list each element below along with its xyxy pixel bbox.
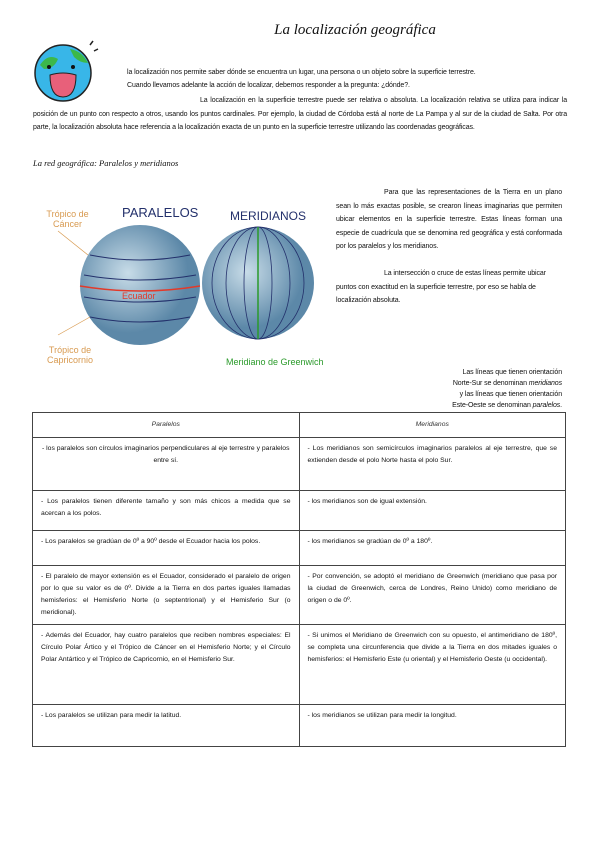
cell: - Los paralelos se utilizan para medir la latitud. — [33, 705, 300, 747]
globes-figure — [30, 185, 330, 375]
side-paragraph-1: Para que las representaciones de la Tierra en un plano sean lo más exactas posible, se crearon líneas imaginarias que permiten ubicar elementos en la superficie terrestre. Estas líneas forman una especie de cuadrícula que se denomina red geográfica y está conformada por los paralelos y los meridianos. — [336, 189, 562, 250]
cell: - El paralelo de mayor extensión es el Ecuador, considerado el paralelo de origen por lo que su valor es de 0º. Divide a la Tierra en dos partes iguales llamadas hemisferios: el Hemisferio Norte (o septentrional) y el Hemisferio Sur (o meridional). — [33, 566, 300, 625]
cell: - Los meridianos son semicírculos imaginarios paralelos al eje terrestre, que se extienden desde el polo Norte hasta el polo Sur. — [299, 438, 566, 491]
orientation-note — [452, 367, 562, 411]
orient-line-d: Este-Oeste se denominan — [452, 402, 531, 409]
paralelos-label: PARALELOS — [122, 205, 199, 220]
cell: - los meridianos son de igual extensión. — [299, 491, 566, 531]
orient-line-a: Las líneas que tienen orientación — [462, 369, 562, 376]
cell: - los paralelos son círculos imaginarios perpendiculares al eje terrestre y paralelos entre sí. — [33, 438, 300, 491]
table-row — [33, 438, 566, 491]
header-meridianos: Meridianos — [299, 413, 566, 438]
cell: - Los paralelos se gradúan de 0º a 90º desde el Ecuador hacia los polos. — [33, 531, 300, 566]
orient-meridianos: meridianos — [528, 380, 562, 387]
orient-end: . — [560, 402, 562, 409]
meridianos-label: MERIDIANOS — [230, 209, 307, 223]
header-paralelos: Paralelos — [33, 413, 300, 438]
table-row — [33, 491, 566, 531]
comparison-table — [32, 412, 566, 747]
page-title: La localización geográfica — [274, 22, 436, 38]
table-row — [33, 566, 566, 625]
cancer-label: Trópico de Cáncer — [46, 209, 89, 229]
table-row — [33, 625, 566, 705]
section-subtitle: La red geográfica: Paralelos y meridianos — [33, 158, 179, 168]
table-header-row — [33, 413, 566, 438]
cell: - Por convención, se adoptó el meridiano de Greenwich (meridiano que pasa por la ciudad de Greenwich, cerca de Londres, Reino Unido) como meridiano de origen o de 0º. — [299, 566, 566, 625]
cell: - Los paralelos tienen diferente tamaño y son más chicos a medida que se acercan a los polos. — [33, 491, 300, 531]
cell: - Si unimos el Meridiano de Greenwich con su opuesto, el antimeridiano de 180º, se completa una circunferencia que divide a la Tierra en dos mitades iguales o hemisferios: el Hemisferio Este (u oriental) y el Hemisferio Oeste (u occidental). — [299, 625, 566, 705]
intro-line-2: Cuando llevamos adelante la acción de localizar, debemos responder a la pregunta: ¿dónde?. — [127, 82, 410, 89]
side-paragraph-2: La intersección o cruce de estas líneas permite ubicar puntos con exactitud en la superficie terrestre, por eso se habla de localización absoluta. — [336, 270, 546, 304]
orient-line-c: y las líneas que tienen orientación — [459, 391, 562, 398]
cell: - los meridianos se utilizan para medir la longitud. — [299, 705, 566, 747]
orient-line-b: Norte-Sur se denominan — [452, 380, 527, 387]
orient-paralelos: paralelos — [532, 402, 561, 409]
intro-line-1: la localización nos permite saber dónde se encuentra un lugar, una persona o un objeto sobre la superficie terrestre. — [127, 69, 476, 76]
table-row — [33, 531, 566, 566]
cell: - los meridianos se gradúan de 0º a 180º. — [299, 531, 566, 566]
greenwich-label: Meridiano de Greenwich — [226, 357, 324, 367]
ecuador-label: Ecuador — [122, 291, 156, 301]
table-row — [33, 705, 566, 747]
capricornio-label: Trópico de Capricornio — [46, 345, 94, 365]
intro-paragraph: La localización en la superficie terrestre puede ser relativa o absoluta. La localización relativa se utiliza para indicar la posición de un punto con respecto a otros, usando los puntos cardinales. Por ejemplo, la ciudad de Córdoba está al norte de La Pampa y al sur de la ciudad de Salta. Por otra parte, la localización absoluta hace referencia a la localización exacta de un punto en la superficie terrestre utilizando las coordenadas geográficas. — [33, 97, 567, 131]
cell: - Además del Ecuador, hay cuatro paralelos que reciben nombres especiales: El Círculo Polar Ártico y el Trópico de Cáncer en el Hemisferio Norte; y el Círculo Polar Antártico y el Trópico de Capricornio, en el Hemisferio Sur. — [33, 625, 300, 705]
